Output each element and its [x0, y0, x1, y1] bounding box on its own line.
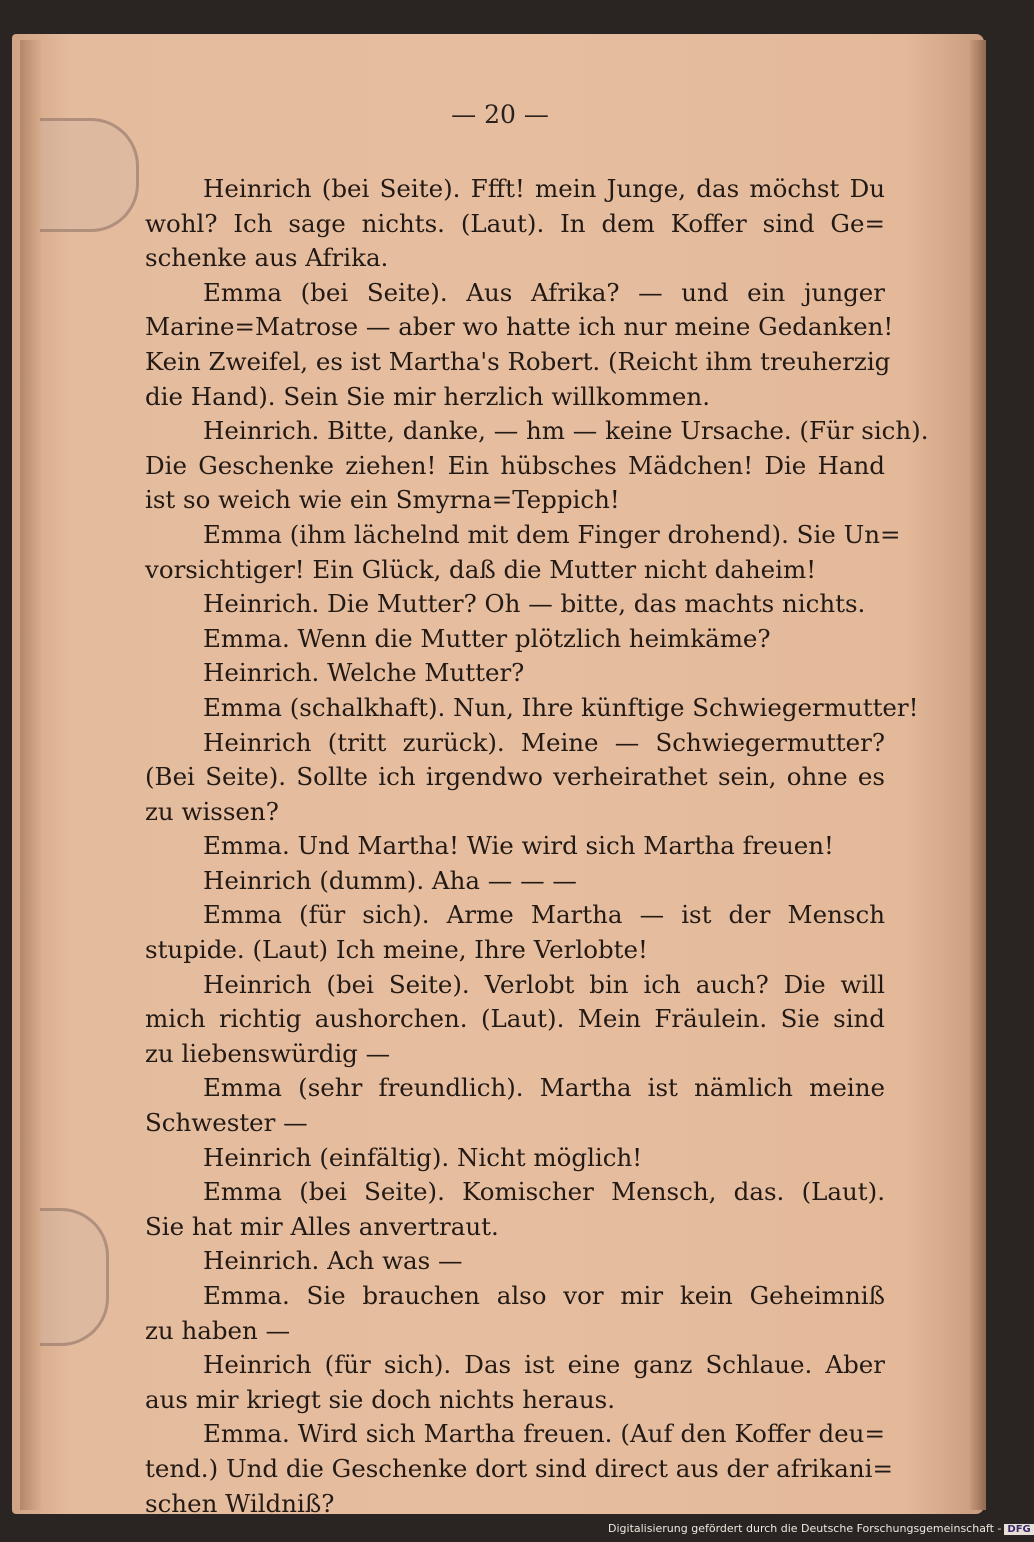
text-line: Heinrich. Bitte, danke, — hm — keine Ursache. (Für sich). — [203, 416, 929, 446]
text-line: die Hand). Sein Sie mir herzlich willkommen. — [145, 381, 710, 411]
text-line: vorsichtiger! Ein Glück, daß die Mutter nicht daheim! — [145, 554, 817, 584]
text-line: (Bei Seite). Sollte ich irgendwo verheirathet sein, ohne es — [145, 762, 885, 792]
text-line: mich richtig aushorchen. (Laut). Mein Fräulein. Sie sind — [145, 1004, 885, 1034]
text-line: aus mir kriegt sie doch nichts heraus. — [145, 1384, 615, 1414]
text-line: Emma (bei Seite). Komischer Mensch, das. (Laut). — [203, 1177, 885, 1207]
text-line: Emma (sehr freundlich). Martha ist nämlich meine — [203, 1073, 885, 1103]
body-text — [145, 172, 929, 1521]
text-line: Sie hat mir Alles anvertraut. — [145, 1211, 499, 1241]
text-line: Die Geschenke ziehen! Ein hübsches Mädchen! Die Hand — [145, 450, 885, 480]
text-line: Heinrich. Ach was — — [203, 1246, 463, 1276]
text-line: Emma. Wird sich Martha freuen. (Auf den Koffer deu= — [203, 1419, 885, 1449]
page-spine — [20, 40, 42, 1510]
text-line: schenke aus Afrika. — [145, 243, 389, 273]
page-edge — [970, 40, 986, 1510]
text-line: Schwester — — [145, 1108, 308, 1138]
text-line: Heinrich (tritt zurück). Meine — Schwiegermutter? — [203, 727, 885, 757]
text-line: Emma (schalkhaft). Nun, Ihre künftige Schwiegermutter! — [203, 692, 919, 722]
clip-bottom-icon — [40, 1208, 109, 1346]
text-line: zu liebenswürdig — — [145, 1038, 391, 1068]
text-line: stupide. (Laut) Ich meine, Ihre Verlobte! — [145, 935, 648, 965]
text-line: Heinrich (dumm). Aha — — — — [203, 865, 577, 895]
clip-top-icon — [40, 118, 139, 232]
text-line: Heinrich. Die Mutter? Oh — bitte, das machts nichts. — [203, 589, 866, 619]
text-line: zu haben — — [145, 1315, 291, 1345]
dfg-logo: DFG — [1004, 1524, 1033, 1535]
text-line: Heinrich (bei Seite). Ffft! mein Junge, das möchst Du — [203, 174, 885, 203]
text-line: Emma. Wenn die Mutter plötzlich heimkäme? — [203, 623, 771, 653]
text-line: Emma (bei Seite). Aus Afrika? — und ein junger — [203, 277, 885, 307]
text-line: Emma. Sie brauchen also vor mir kein Geheimniß — [203, 1281, 885, 1310]
credit-text: Digitalisierung gefördert durch die Deutsche Forschungsgemeinschaft - — [608, 1522, 1002, 1535]
digitization-credit — [608, 1522, 1034, 1535]
text-line: zu wissen? — [145, 796, 279, 826]
text-line: schen Wildniß? — [145, 1488, 335, 1518]
text-line: Emma (ihm lächelnd mit dem Finger drohend). Sie Un= — [203, 519, 901, 549]
text-line: Heinrich (einfältig). Nicht möglich! — [203, 1142, 643, 1172]
text-line: Emma (für sich). Arme Martha — ist der Mensch — [203, 900, 885, 930]
text-line: Heinrich (für sich). Das ist eine ganz Schlaue. Aber — [203, 1350, 885, 1380]
text-line: wohl? Ich sage nichts. (Laut). In dem Koffer sind Ge= — [145, 208, 885, 238]
text-line: Marine=Matrose — aber wo hatte ich nur meine Gedanken! — [145, 312, 894, 342]
text-line: Kein Zweifel, es ist Martha's Robert. (Reicht ihm treuherzig — [145, 346, 891, 376]
text-line: tend.) Und die Geschenke dort sind direct aus der afrikani= — [145, 1453, 893, 1483]
text-line: Heinrich (bei Seite). Verlobt bin ich auch? Die will — [203, 969, 885, 999]
page-number: — 20 — — [451, 100, 549, 129]
text-line: Emma. Und Martha! Wie wird sich Martha freuen! — [203, 831, 834, 861]
text-line: Heinrich. Welche Mutter? — [203, 658, 525, 688]
text-line: ist so weich wie ein Smyrna=Teppich! — [145, 485, 620, 515]
